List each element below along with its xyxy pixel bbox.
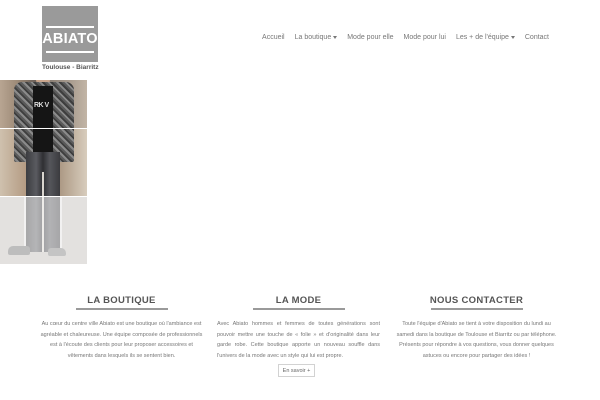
nav-item-mode-pour-elle[interactable]: [342, 34, 398, 41]
section-title: LA BOUTIQUE: [87, 295, 156, 306]
site-tagline: Toulouse - Biarritz: [42, 64, 99, 71]
logo-top-bar: [46, 26, 94, 28]
nav-item-label: Mode pour lui: [403, 34, 446, 41]
section-nous-contacter: [395, 295, 558, 361]
nav-item-label: La boutique: [294, 34, 332, 41]
section-title-underline: [253, 308, 345, 310]
section-title: NOUS CONTACTER: [429, 295, 524, 306]
nav-item-label: Mode pour elle: [347, 34, 394, 41]
site-logo[interactable]: [42, 6, 98, 62]
main-navigation: [257, 34, 554, 41]
section-title-underline: [431, 308, 523, 310]
nav-item-label: Les + de l'équipe: [455, 34, 509, 41]
section-title-underline: [76, 308, 168, 310]
nav-item-label: Accueil: [262, 34, 285, 41]
model-right-shoe: [48, 248, 66, 256]
photo-divider: [0, 196, 87, 197]
section-la-boutique: [40, 295, 203, 361]
model-left-shoe: [8, 246, 30, 255]
logo-text: ABIATO: [42, 31, 98, 47]
model-black-tshirt: [33, 86, 53, 152]
section-la-mode: [217, 295, 380, 361]
hero-fashion-photo: [0, 80, 87, 264]
caret-down-icon: [511, 36, 515, 39]
nav-item-accueil[interactable]: [257, 34, 290, 41]
nav-item-les-plus-de-lequipe[interactable]: [451, 34, 520, 41]
en-savoir-plus-button[interactable]: En savoir +: [278, 364, 315, 377]
nav-item-contact[interactable]: [520, 34, 554, 41]
nav-item-label: Contact: [524, 34, 549, 41]
section-title: LA MODE: [275, 295, 322, 306]
logo-bottom-bar: [46, 51, 94, 53]
section-text: Toute l'équipe d'Abiato se tient à votre disposition du lundi au samedi dans la boutique de Toulouse et Biarritz ou par téléphone. Présents pour répondre à vos questions, vous donner quelques astuces ou encore pour partager des idées !: [396, 321, 557, 359]
caret-down-icon: [333, 36, 337, 39]
tshirt-print: RK V: [34, 102, 49, 109]
nav-item-la-boutique[interactable]: [290, 34, 343, 41]
model-lower-faded: [24, 196, 62, 252]
photo-divider: [0, 128, 87, 129]
section-text: Avec Abiato hommes et femmes de toutes générations sont pouvoir mettre une touche de « folie » et d'originalité dans leur garde robe. Cette boutique apporte un nouveau souffle dans l'univers de la mode avec un style qui lui est propre.: [217, 321, 380, 359]
section-text: Au cœur du centre ville Abiato est une boutique où l'ambiance est agréable et chaleureuse. Une équipe composée de professionnels est à l'écoute des clients pour leur proposer accessoires et vêtements dans lesquels ils se sentent bien.: [40, 321, 203, 359]
nav-item-mode-pour-lui[interactable]: [399, 34, 451, 41]
